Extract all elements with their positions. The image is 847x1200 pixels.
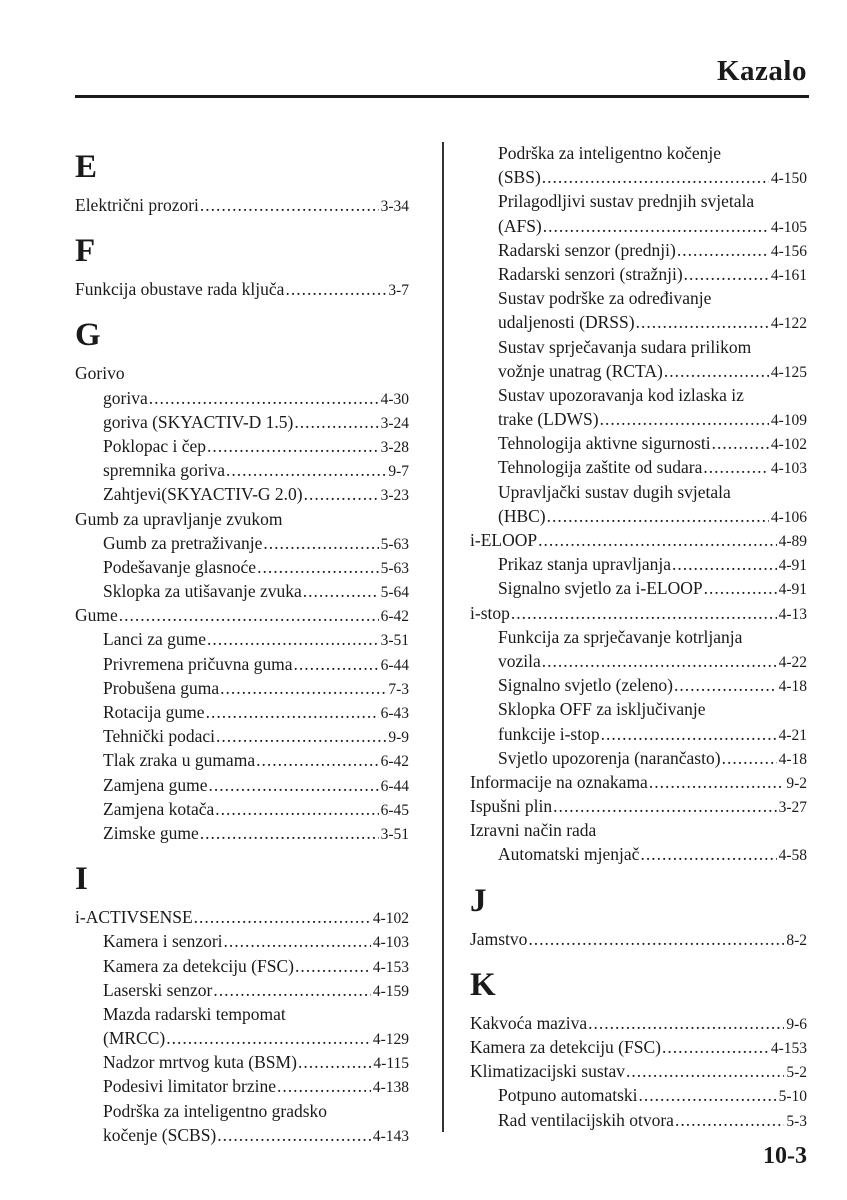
index-subentry[interactable] — [470, 722, 807, 746]
entry-page-ref[interactable]: 4-30 — [380, 390, 409, 408]
page-number: 10-3 — [763, 1143, 807, 1169]
entry-page-ref[interactable]: 4-13 — [778, 605, 807, 623]
entry-page-ref[interactable]: 3-51 — [380, 825, 409, 843]
dot-leader — [263, 531, 378, 555]
entry-page-ref[interactable]: 4-138 — [372, 1079, 409, 1097]
entry-label: Zamjena gume — [103, 774, 208, 795]
entry-label: Radarski senzor (prednji) — [498, 239, 676, 260]
index-entry[interactable] — [470, 528, 807, 552]
entry-label: Tehnologija aktivne sigurnosti — [498, 433, 711, 454]
dot-leader — [684, 262, 769, 286]
entry-label: Zahtjevi(SKYACTIV-G 2.0) — [103, 484, 303, 505]
index-subentry[interactable] — [75, 954, 409, 978]
entry-label: Kakvoća maziva — [470, 1012, 588, 1033]
index-entry[interactable] — [470, 927, 807, 951]
entry-page-ref[interactable]: 6-42 — [380, 608, 409, 626]
entry-label: Rotacija gume — [103, 702, 205, 722]
dot-leader — [206, 700, 379, 724]
index-subentry[interactable] — [75, 386, 409, 410]
index-subentry[interactable] — [470, 359, 807, 383]
index-subentry[interactable] — [75, 773, 409, 797]
index-entry[interactable] — [470, 601, 807, 625]
entry-label: trake (LDWS) — [498, 409, 599, 430]
entry-label: Zamjena kotača — [103, 798, 215, 819]
index-subentry[interactable] — [470, 407, 807, 431]
dot-leader — [216, 724, 386, 748]
index-section-letter: J — [470, 882, 487, 919]
entry-page-ref[interactable]: 4-91 — [778, 557, 807, 575]
entry-label: Poklopac i čep — [103, 435, 207, 456]
dot-leader — [672, 552, 777, 576]
dot-leader — [626, 1059, 784, 1083]
entry-label: i-ACTIVSENSE — [75, 907, 193, 928]
index-subentry[interactable] — [75, 555, 409, 579]
entry-label: Nadzor mrtvog kuta (BSM) — [103, 1052, 297, 1073]
entry-label: Prilagodljivi sustav prednjih svjetala — [498, 191, 755, 212]
entry-page-ref[interactable]: 4-21 — [778, 726, 807, 744]
dot-leader — [722, 746, 777, 770]
entry-page-ref[interactable]: 3-24 — [380, 414, 409, 432]
index-subentry[interactable] — [75, 434, 409, 458]
index-entry[interactable] — [470, 794, 807, 818]
dot-leader — [674, 673, 777, 697]
entry-page-ref[interactable]: 7-3 — [388, 680, 409, 698]
index-subentry[interactable] — [75, 482, 409, 506]
dot-leader — [277, 1074, 371, 1098]
entry-page-ref[interactable]: 4-129 — [372, 1031, 409, 1049]
entry-page-ref[interactable]: 3-7 — [388, 282, 409, 300]
entry-label: Privremena pričuvna guma — [103, 653, 293, 674]
entry-label: Gorivo — [75, 363, 125, 384]
entry-page-ref[interactable]: 4-22 — [778, 653, 807, 671]
dot-leader — [640, 842, 776, 866]
dot-leader — [200, 193, 379, 217]
entry-label: Informacije na oznakama — [470, 771, 648, 792]
entry-page-ref[interactable]: 4-143 — [372, 1127, 409, 1145]
dot-leader — [220, 676, 386, 700]
entry-label: i-ELOOP — [470, 530, 538, 550]
entry-page-ref[interactable]: 9-2 — [786, 774, 807, 792]
entry-label: (AFS) — [498, 215, 542, 236]
index-entry[interactable] — [470, 1059, 807, 1083]
entry-label: Sustav podrške za određivanje — [498, 288, 712, 309]
dot-leader — [588, 1011, 784, 1035]
entry-label: Radarski senzori (stražnji) — [498, 263, 683, 284]
index-subentry[interactable] — [75, 1050, 409, 1074]
entry-label: Sklopka OFF za isključivanje — [498, 699, 706, 720]
entry-page-ref[interactable]: 4-89 — [778, 533, 807, 550]
dot-leader — [194, 905, 371, 929]
entry-label: Kamera i senzori — [103, 931, 223, 952]
index-entry[interactable] — [470, 1035, 807, 1059]
dot-leader — [553, 794, 776, 818]
entry-page-ref[interactable]: 4-125 — [770, 363, 807, 381]
entry-page-ref[interactable]: 5-64 — [380, 584, 409, 602]
dot-leader — [208, 773, 378, 797]
dot-leader — [703, 455, 768, 479]
entry-page-ref[interactable]: 4-153 — [770, 1040, 807, 1057]
index-subentry[interactable] — [75, 652, 409, 676]
index-subentry[interactable] — [470, 214, 807, 238]
index-subentry[interactable] — [75, 797, 409, 821]
dot-leader — [547, 504, 769, 528]
dot-leader — [511, 601, 777, 625]
entry-page-ref[interactable]: 6-42 — [380, 753, 409, 771]
dot-leader — [213, 978, 370, 1002]
dot-leader — [639, 1083, 777, 1107]
entry-label: Funkcija obustave rada ključa — [75, 279, 285, 300]
entry-label: Podesivi limitator brzine — [103, 1076, 277, 1097]
entry-page-ref[interactable]: 9-9 — [388, 729, 409, 747]
index-section-letter: E — [75, 149, 98, 185]
index-subentry[interactable] — [470, 746, 807, 770]
entry-label: (MRCC) — [103, 1028, 166, 1049]
entry-label: Funkcija za sprječavanje kotrljanja — [498, 626, 743, 647]
entry-label: Podrška za inteligentno kočenje — [498, 143, 722, 163]
index-subentry[interactable] — [75, 1074, 409, 1098]
dot-leader — [207, 434, 379, 458]
index-section-letter: G — [75, 317, 101, 354]
index-column-right — [470, 141, 807, 1132]
dot-leader — [662, 1035, 769, 1059]
index-subentry[interactable] — [75, 1123, 409, 1147]
entry-label: udaljenosti (DRSS) — [498, 312, 635, 333]
index-subentry[interactable] — [75, 978, 409, 1002]
index-subentry[interactable] — [470, 480, 807, 504]
entry-label: Tehnologija zaštite od sudara — [498, 457, 703, 478]
entry-page-ref[interactable]: 5-2 — [786, 1064, 807, 1082]
index-section-letter: F — [75, 233, 96, 270]
entry-label: Ispušni plin — [470, 796, 553, 817]
dot-leader — [224, 929, 371, 953]
entry-label: (HBC) — [498, 505, 546, 526]
dot-leader — [200, 821, 379, 845]
entry-label: Jamstvo — [470, 928, 528, 949]
index-subentry[interactable] — [75, 748, 409, 772]
index-subentry[interactable] — [470, 673, 807, 697]
entry-page-ref[interactable]: 4-58 — [778, 847, 807, 865]
column-divider — [442, 142, 444, 1132]
entry-page-ref[interactable]: 4-102 — [372, 910, 409, 928]
index-subentry[interactable] — [470, 1108, 807, 1132]
entry-label: Tlak zraka u gumama — [103, 750, 256, 771]
entry-label: Sklopka za utišavanje zvuka — [103, 581, 302, 602]
entry-page-ref[interactable]: 4-18 — [778, 750, 807, 768]
index-entry[interactable] — [75, 193, 409, 217]
entry-label: kočenje (SCBS) — [103, 1124, 217, 1145]
index-subentry[interactable] — [470, 238, 807, 262]
entry-label: Klimatizacijski sustav — [470, 1061, 626, 1082]
dot-leader — [542, 649, 777, 673]
dot-leader — [677, 238, 769, 262]
dot-leader — [303, 579, 379, 603]
entry-label: Lanci za gume — [103, 629, 207, 650]
entry-page-ref[interactable]: 8-2 — [786, 931, 807, 949]
entry-label: goriva — [103, 387, 148, 408]
dot-leader — [712, 431, 769, 455]
dot-leader — [207, 627, 379, 651]
entry-page-ref[interactable]: 9-6 — [786, 1015, 807, 1033]
index-subentry[interactable] — [470, 286, 807, 310]
index-entry[interactable] — [75, 905, 409, 929]
dot-leader — [119, 603, 379, 627]
entry-label: Signalno svjetlo za i-ELOOP — [498, 578, 703, 599]
index-entry[interactable] — [75, 277, 409, 301]
index-subentry[interactable] — [470, 165, 807, 189]
entry-page-ref[interactable]: 6-45 — [380, 801, 409, 819]
entry-label: Sustav sprječavanja sudara prilikom — [498, 336, 752, 357]
dot-leader — [298, 1050, 371, 1074]
entry-label: Izravni način rada — [470, 820, 597, 841]
entry-label: Rad ventilacijskih otvora — [498, 1109, 674, 1130]
dot-leader — [601, 722, 777, 746]
dot-leader — [649, 770, 785, 794]
entry-label: Mazda radarski tempomat — [103, 1003, 286, 1024]
index-entry[interactable] — [75, 603, 409, 627]
index-subentry[interactable] — [470, 625, 807, 649]
entry-label: Električni prozori — [75, 195, 199, 215]
entry-label: Kamera za detekciju (FSC) — [103, 955, 294, 976]
entry-page-ref[interactable]: 3-23 — [380, 487, 409, 505]
dot-leader — [675, 1108, 784, 1132]
entry-label: Gumb za pretraživanje — [103, 532, 263, 553]
dot-leader — [166, 1026, 371, 1050]
entry-page-ref[interactable]: 9-7 — [388, 463, 409, 481]
entry-page-ref[interactable]: 4-18 — [778, 678, 807, 696]
entry-page-ref[interactable]: 5-10 — [778, 1088, 807, 1106]
index-entry[interactable] — [470, 770, 807, 794]
index-entry[interactable] — [75, 507, 409, 531]
index-subentry[interactable] — [470, 576, 807, 600]
entry-label: Automatski mjenjač — [498, 844, 640, 865]
index-entry[interactable] — [470, 1011, 807, 1035]
dot-leader — [664, 359, 769, 383]
index-subentry[interactable] — [470, 842, 807, 866]
entry-page-ref[interactable]: 4-161 — [770, 266, 807, 284]
entry-label: Upravljački sustav dugih svjetala — [498, 481, 731, 502]
entry-label: Podešavanje glasnoće — [103, 556, 257, 577]
entry-label: Laserski senzor — [103, 979, 213, 1000]
dot-leader — [257, 555, 379, 579]
index-subentry[interactable] — [470, 262, 807, 286]
dot-leader — [538, 528, 777, 552]
entry-label: Tehnički podaci — [103, 726, 215, 747]
index-subentry[interactable] — [75, 1002, 409, 1026]
entry-label: Sustav upozoravanja kod izlaska iz — [498, 384, 744, 405]
index-subentry[interactable] — [470, 310, 807, 334]
entry-label: Probušena guma — [103, 677, 220, 698]
index-subentry[interactable] — [75, 627, 409, 651]
entry-page-ref[interactable]: 5-63 — [380, 559, 409, 577]
dot-leader — [528, 927, 784, 951]
index-subentry[interactable] — [470, 141, 807, 165]
index-entry[interactable] — [470, 818, 807, 842]
index-subentry[interactable] — [75, 676, 409, 700]
entry-page-ref[interactable]: 4-91 — [778, 581, 807, 599]
entry-page-ref[interactable]: 5-63 — [380, 535, 409, 553]
index-section-letter: K — [470, 966, 496, 1003]
entry-label: vožnje unatrag (RCTA) — [498, 360, 663, 381]
index-subentry[interactable] — [470, 1083, 807, 1107]
index-subentry[interactable] — [470, 383, 807, 407]
entry-page-ref[interactable]: 3-51 — [380, 632, 409, 650]
index-column-left — [75, 141, 409, 1147]
dot-leader — [217, 1123, 371, 1147]
index-subentry[interactable] — [470, 189, 807, 213]
index-subentry[interactable] — [75, 458, 409, 482]
entry-page-ref[interactable]: 6-44 — [380, 656, 409, 674]
index-subentry[interactable] — [470, 431, 807, 455]
entry-page-ref[interactable]: 6-44 — [380, 777, 409, 795]
index-subentry[interactable] — [75, 1099, 409, 1123]
entry-page-ref[interactable]: 3-28 — [380, 438, 409, 456]
dot-leader — [226, 458, 386, 482]
index-entry[interactable] — [75, 361, 409, 385]
dot-leader — [636, 310, 769, 334]
entry-page-ref[interactable]: 4-103 — [372, 934, 409, 952]
entry-page-ref[interactable]: 4-105 — [770, 218, 807, 236]
dot-leader — [285, 277, 386, 301]
dot-leader — [543, 214, 769, 238]
entry-label: vozila — [498, 650, 541, 671]
entry-label: Potpuno automatski — [498, 1085, 638, 1106]
entry-page-ref[interactable]: 4-122 — [770, 315, 807, 333]
dot-leader — [294, 410, 378, 434]
dot-leader — [294, 652, 379, 676]
entry-label: i-stop — [470, 602, 510, 623]
dot-leader — [256, 748, 378, 772]
entry-label: goriva (SKYACTIV-D 1.5) — [103, 411, 294, 432]
dot-leader — [304, 482, 379, 506]
header-rule — [75, 95, 809, 98]
dot-leader — [295, 954, 371, 978]
entry-page-ref[interactable]: 4-156 — [770, 242, 807, 260]
entry-page-ref[interactable]: 4-109 — [770, 412, 807, 430]
index-subentry[interactable] — [75, 724, 409, 748]
index-subentry[interactable] — [470, 697, 807, 721]
dot-leader — [149, 386, 379, 410]
entry-page-ref[interactable]: 3-27 — [778, 799, 807, 817]
index-subentry[interactable] — [75, 821, 409, 845]
index-subentry[interactable] — [75, 700, 409, 724]
index-subentry[interactable] — [470, 552, 807, 576]
entry-label: funkcije i-stop — [498, 723, 600, 744]
dot-leader — [704, 576, 777, 600]
dot-leader — [542, 165, 769, 189]
page-title: Kazalo — [717, 55, 807, 87]
entry-label: Gume — [75, 605, 118, 626]
entry-label: spremnika goriva — [103, 460, 225, 481]
entry-page-ref[interactable]: 4-102 — [770, 436, 807, 454]
dot-leader — [600, 407, 769, 431]
index-subentry[interactable] — [75, 531, 409, 555]
entry-label: (SBS) — [498, 167, 541, 188]
index-subentry[interactable] — [75, 579, 409, 603]
entry-page-ref[interactable]: 6-43 — [380, 705, 409, 722]
index-subentry[interactable] — [470, 455, 807, 479]
entry-page-ref[interactable]: 5-3 — [786, 1112, 807, 1130]
entry-label: Signalno svjetlo (zeleno) — [498, 675, 673, 696]
index-subentry[interactable] — [75, 929, 409, 953]
dot-leader — [215, 797, 378, 821]
entry-label: Zimske gume — [103, 822, 199, 843]
entry-page-ref[interactable]: 4-106 — [770, 508, 807, 526]
entry-label: Prikaz stanja upravljanja — [498, 554, 671, 575]
index-section-letter: I — [75, 861, 88, 898]
entry-page-ref[interactable]: 4-153 — [372, 958, 409, 976]
entry-page-ref[interactable]: 4-115 — [373, 1055, 409, 1073]
entry-label: Gumb za upravljanje zvukom — [75, 508, 283, 529]
entry-page-ref[interactable]: 4-150 — [770, 170, 807, 188]
index-subentry[interactable] — [75, 410, 409, 434]
index-subentry[interactable] — [75, 1026, 409, 1050]
entry-page-ref[interactable]: 3-34 — [380, 198, 409, 215]
index-subentry[interactable] — [470, 335, 807, 359]
entry-page-ref[interactable]: 4-103 — [770, 460, 807, 478]
entry-page-ref[interactable]: 4-159 — [372, 982, 409, 1000]
index-subentry[interactable] — [470, 504, 807, 528]
index-subentry[interactable] — [470, 649, 807, 673]
entry-label: Kamera za detekciju (FSC) — [470, 1037, 661, 1057]
entry-label: Podrška za inteligentno gradsko — [103, 1100, 328, 1121]
entry-label: Svjetlo upozorenja (narančasto) — [498, 747, 721, 768]
